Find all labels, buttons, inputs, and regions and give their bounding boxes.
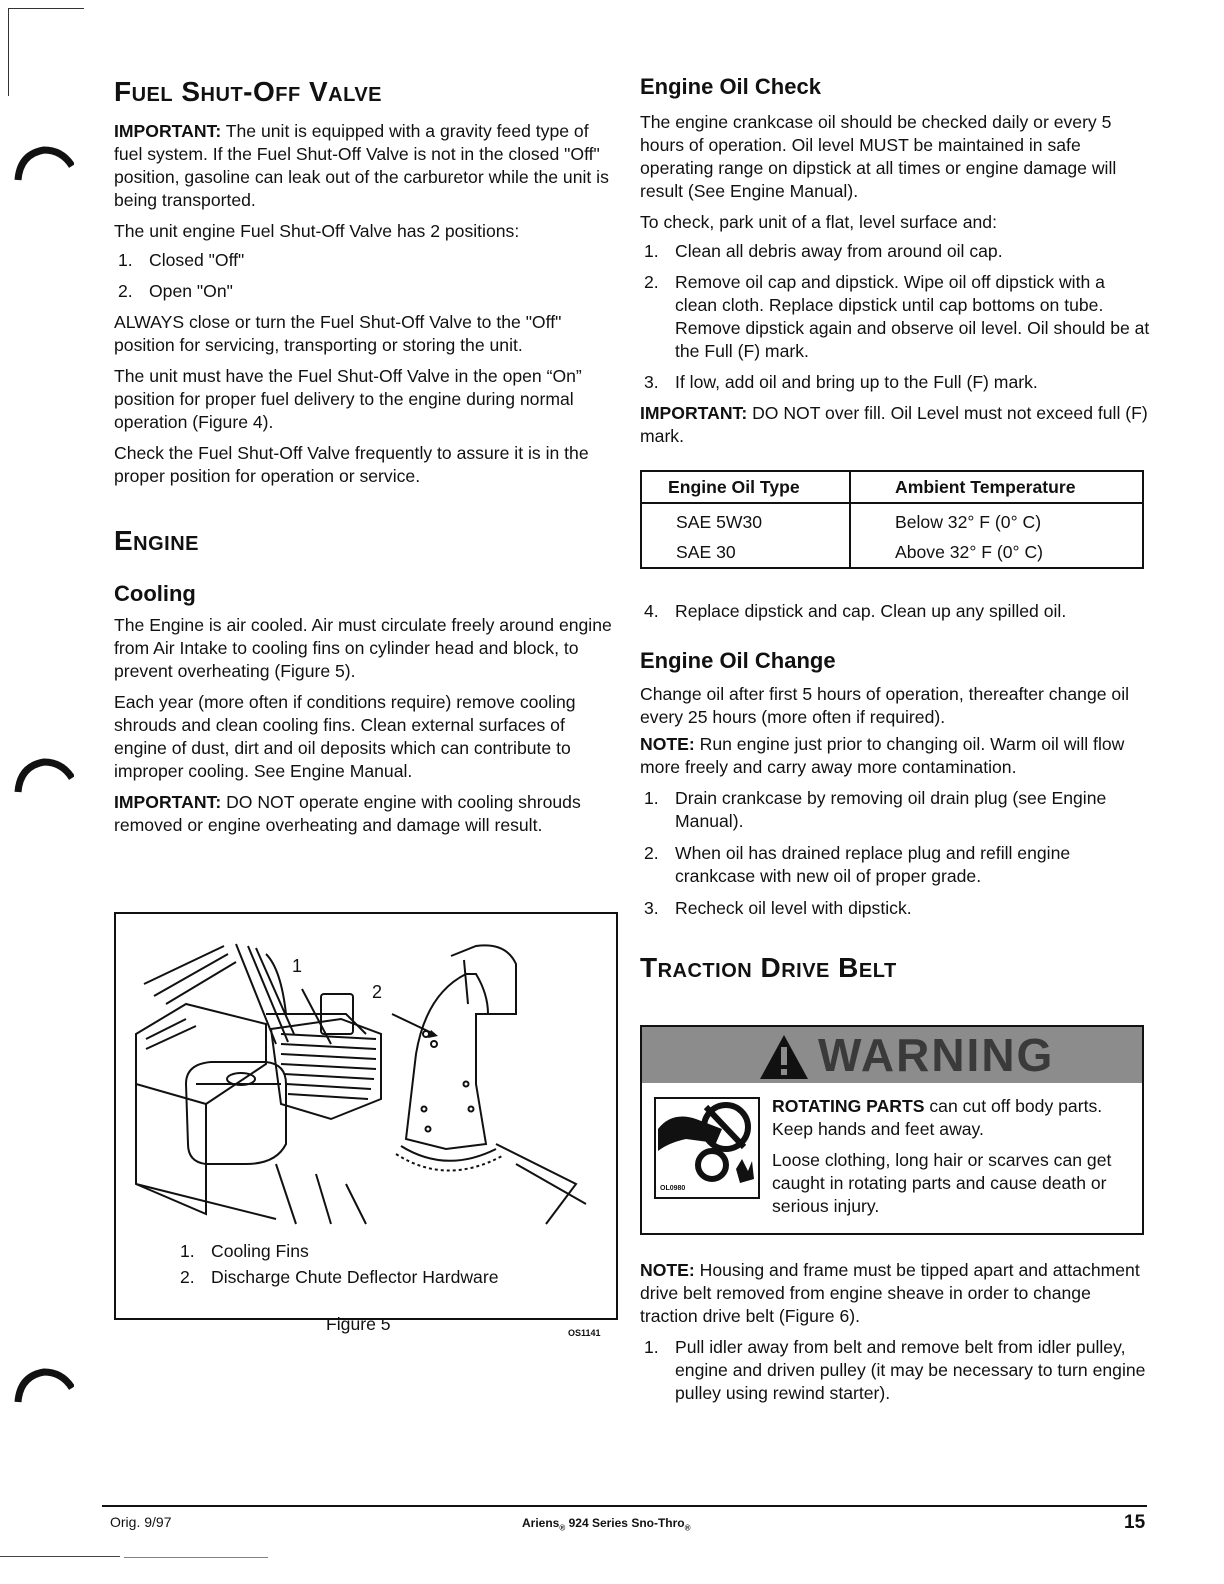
warning-box [640, 1025, 1144, 1235]
table-header-row [641, 471, 1143, 503]
rotating-parts-icon-code: OL0980 [660, 1185, 686, 1192]
binder-hole-mark-3 [10, 1362, 74, 1406]
oil-type-table [640, 470, 1144, 569]
figure-5-illustration [116, 934, 616, 1234]
fuel-valve-open-on: The unit must have the Fuel Shut-Off Valve in the open “On” position for proper fuel delivery to the engine during normal operation (Figure 4). [114, 366, 582, 432]
footer-date: Orig. 9/97 [110, 1514, 172, 1530]
list-item: 1. Pull idler away from belt and remove belt from idler pulley, engine and driven pulley (it may be necessary to turn engine pulley using rewind starter). [644, 1337, 1146, 1403]
figure-5-code: OS1141 [568, 1328, 601, 1338]
list-item: 2. Remove oil cap and dipstick. Wipe oil off dipstick with a clean cloth. Replace dipstick until cap bottoms on tube. Remove dipstick again and observe oil level. Oil should be at the Full (F) mark. [644, 272, 1150, 361]
list-item: 1. Closed "Off" [118, 250, 245, 270]
list-item: 2. When oil has drained replace plug and refill engine crankcase with new oil of proper grade. [644, 843, 1071, 886]
traction-belt-heading: Traction Drive Belt [640, 952, 897, 983]
list-item: 1. Clean all debris away from around oil cap. [644, 241, 1003, 261]
list-item: 1. Cooling Fins [180, 1241, 309, 1261]
oil-check-steps [640, 240, 1150, 394]
fuel-valve-check: Check the Fuel Shut-Off Valve frequently to assure it is in the proper position for operation or service. [114, 443, 589, 486]
oil-check-paragraph: The engine crankcase oil should be checked daily or every 5 hours of operation. Oil level MUST be maintained in safe operating range on dipstick at all times or engine damage will result (See Engine Manual). [640, 112, 1117, 201]
cooling-important: IMPORTANT: DO NOT operate engine with cooling shrouds removed or engine overheating and damage will result. [114, 792, 581, 835]
oil-change-heading: Engine Oil Change [640, 648, 836, 673]
callout-1: 1 [292, 956, 303, 976]
warning-paragraph-2: Loose clothing, long hair or scarves can get caught in rotating parts and cause death or serious injury. [772, 1150, 1112, 1216]
figure-5-legend [176, 1240, 596, 1289]
list-item: 3. If low, add oil and bring up to the Full (F) mark. [644, 372, 1038, 392]
cooling-paragraph-2: Each year (more often if conditions require) remove cooling shrouds and clean cooling fins. Clean external surfaces of engine of dust, dirt and oil deposits which can contribute to improper cooling. See Engine Manual. [114, 692, 576, 781]
callout-2: 2 [372, 982, 383, 1002]
warning-word: WARNING [818, 1029, 1055, 1081]
engine-heading: Engine [114, 525, 200, 556]
cooling-heading: Cooling [114, 581, 196, 606]
bottom-edge-blue-line [124, 1557, 268, 1558]
list-item: 1. Drain crankcase by removing oil drain plug (see Engine Manual). [644, 788, 1107, 831]
oil-change-paragraph: Change oil after first 5 hours of operation, thereafter change oil every 25 hours (more often if required). [640, 684, 1130, 727]
crop-mark-left [8, 8, 9, 96]
oil-check-important: IMPORTANT: DO NOT over fill. Oil Level must not exceed full (F) mark. [640, 403, 1148, 446]
warning-paragraph-1: ROTATING PARTS can cut off body parts. Keep hands and feet away. [772, 1096, 1103, 1139]
table-row [641, 503, 1143, 568]
bottom-edge-line [0, 1556, 120, 1557]
list-item: 2. Discharge Chute Deflector Hardware [180, 1267, 499, 1287]
oil-change-note: NOTE: Run engine just prior to changing oil. Warm oil will flow more freely and carry away more contamination. [640, 734, 1125, 777]
right-column [640, 70, 1150, 984]
traction-belt-steps [640, 1336, 1150, 1405]
warning-text [772, 1095, 1140, 1218]
table-cell: Below 32° F (0° C) Above 32° F (0° C) [850, 503, 1143, 568]
crop-mark-top [8, 8, 84, 9]
cooling-paragraph-1: The Engine is air cooled. Air must circulate freely around engine from Air Intake to cooling fins on cylinder head and block, to prevent overheating (Figure 5). [114, 615, 612, 681]
fuel-valve-positions-list [114, 249, 620, 303]
footer-title: Ariens$_®$ 924 Series Sno-Thro$_®$ [522, 1516, 691, 1533]
rotating-parts-icon [656, 1099, 758, 1185]
oil-change-steps [640, 787, 1150, 920]
figure-5-box [114, 912, 618, 1338]
table-header: Ambient Temperature [850, 471, 1143, 503]
rotating-parts-icon-box [654, 1097, 760, 1199]
fuel-valve-important: IMPORTANT: The unit is equipped with a gravity feed type of fuel system. If the Fuel Shut-Off Valve is not in the closed "Off" position, gasoline can leak out of the carburetor while the unit is being transported. [114, 121, 609, 210]
binder-hole-mark-1 [10, 140, 74, 184]
traction-belt-note: NOTE: Housing and frame must be tipped apart and attachment drive belt removed from engine sheave in order to change traction drive belt (Figure 6). [640, 1260, 1140, 1326]
fuel-valve-positions-intro: The unit engine Fuel Shut-Off Valve has 2 positions: [114, 221, 520, 241]
table-cell: SAE 5W30 SAE 30 [641, 503, 850, 568]
warning-band [642, 1027, 1142, 1083]
footer-rule [102, 1505, 1147, 1507]
binder-hole-mark-2 [10, 752, 74, 796]
page-number: 15 [1124, 1512, 1146, 1533]
left-column [114, 70, 620, 837]
fuel-valve-heading: Fuel Shut-Off Valve [114, 76, 383, 107]
traction-belt-body [640, 1259, 1150, 1405]
list-item: 2. Open "On" [118, 281, 233, 301]
list-item: 4. Replace dipstick and cap. Clean up any spilled oil. [644, 601, 1067, 621]
list-item: 3. Recheck oil level with dipstick. [644, 898, 912, 918]
figure-5-caption: Figure 5 [326, 1314, 391, 1334]
oil-check-heading: Engine Oil Check [640, 74, 821, 99]
oil-check-intro: To check, park unit of a flat, level surface and: [640, 212, 997, 232]
fuel-valve-always-close: ALWAYS close or turn the Fuel Shut-Off Valve to the "Off" position for servicing, transporting or storing the unit. [114, 312, 562, 355]
table-header: Engine Oil Type [641, 471, 850, 503]
oil-check-step-4 [640, 600, 1150, 623]
